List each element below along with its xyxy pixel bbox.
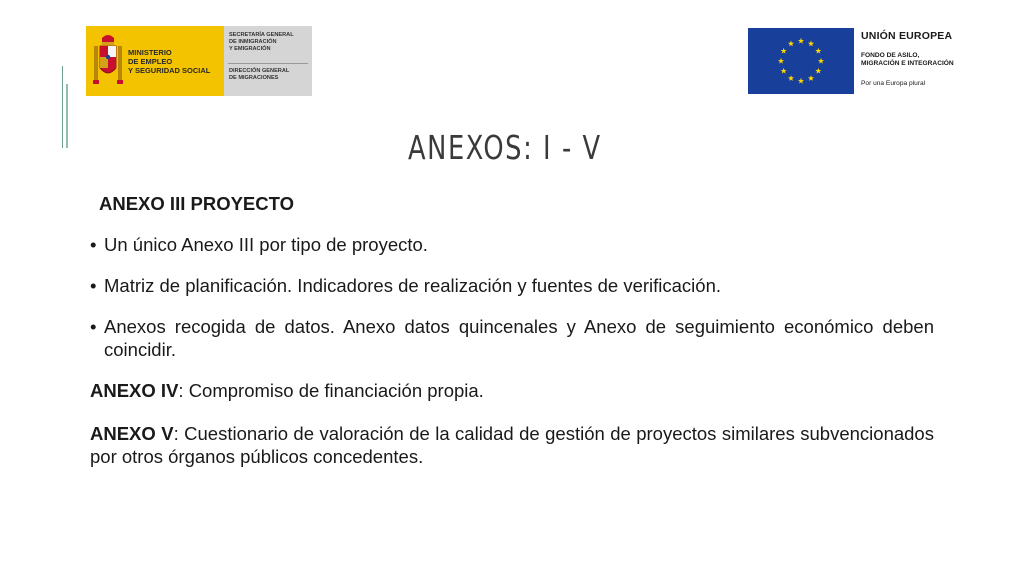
eu-logo-text: [861, 30, 1011, 87]
eu-fund-line: FONDO DE ASILO,: [861, 52, 920, 59]
decorative-line: [66, 84, 68, 148]
bullet-dot: •: [90, 275, 97, 296]
bullet-item: [90, 315, 934, 361]
bullet-item: [90, 274, 934, 297]
secretaria-line: SECRETARÍA GENERAL: [229, 32, 294, 38]
coat-of-arms-icon: [92, 32, 124, 90]
ministry-logo-grey-block: [224, 26, 312, 96]
annex4-text: : Compromiso de financiación propia.: [178, 380, 484, 401]
bullet-item: [90, 233, 934, 256]
ministry-divider: [228, 63, 308, 64]
eu-flag-icon: [748, 28, 854, 94]
bullet-dot: •: [90, 316, 97, 337]
annex3-heading: ANEXO III PROYECTO: [99, 193, 294, 214]
bullet-dot: •: [90, 234, 97, 255]
secretaria-line: Y EMIGRACIÓN: [229, 45, 271, 52]
annex5-label: ANEXO V: [90, 423, 174, 444]
secretaria-general-text: [229, 32, 294, 52]
secretaria-line: DE INMIGRACIÓN: [229, 38, 277, 45]
annex4-label: ANEXO IV: [90, 380, 179, 401]
bullet-text: Anexos recogida de datos. Anexo datos quincenales y Anexo de seguimiento económico deben coincidir.: [104, 316, 934, 360]
eu-fund-name: [861, 52, 1011, 69]
direccion-general-text: [229, 68, 289, 82]
ministry-name-line: MINISTERIO: [128, 48, 172, 57]
eu-fund-line: MIGRACIÓN E INTEGRACIÓN: [861, 60, 954, 68]
ministry-logo: [86, 26, 312, 96]
ministry-name: [128, 48, 210, 75]
annex5-paragraph: [90, 422, 934, 468]
ministry-logo-yellow-block: [86, 26, 224, 96]
ministry-name-line: DE EMPLEO: [128, 57, 173, 66]
slide-title: ANEXOS: I - V: [408, 128, 602, 167]
direccion-line: DIRECCIÓN GENERAL: [229, 68, 290, 74]
bullet-text: Un único Anexo III por tipo de proyecto.: [104, 234, 428, 255]
eu-slogan: Por una Europa plural: [861, 79, 926, 87]
eu-title: UNIÓN EUROPEA: [861, 30, 953, 42]
annex4-paragraph: [90, 379, 934, 402]
decorative-line: [62, 66, 63, 148]
bullet-text: Matriz de planificación. Indicadores de realización y fuentes de verificación.: [104, 275, 721, 296]
annex5-text: : Cuestionario de valoración de la calidad de gestión de proyectos similares subvencionados por otros órganos públicos concedentes.: [90, 423, 934, 467]
ministry-name-line: Y SEGURIDAD SOCIAL: [128, 66, 211, 75]
direccion-line: DE MIGRACIONES: [229, 74, 279, 81]
slide-content: [90, 192, 934, 468]
